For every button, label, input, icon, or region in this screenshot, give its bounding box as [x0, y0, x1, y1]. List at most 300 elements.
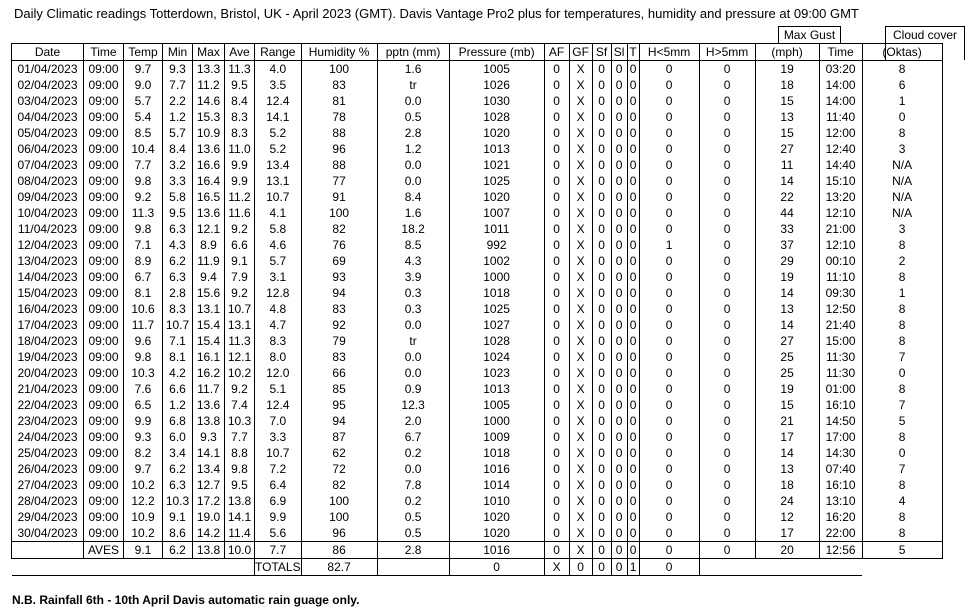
cell-range: 12.8 [255, 285, 302, 301]
cell-pressure: 1013 [449, 381, 544, 397]
cell-range: 12.0 [255, 365, 302, 381]
cell-time: 09:00 [84, 61, 124, 78]
cell-ave: 9.5 [225, 77, 255, 93]
cell-temp: 11.7 [124, 317, 163, 333]
cell-pressure: 1013 [449, 141, 544, 157]
table-row [12, 141, 943, 157]
cell-date: 30/04/2023 [12, 525, 84, 542]
cell-humidity: 62 [301, 445, 377, 461]
cell-gust-time: 12:50 [819, 301, 862, 317]
cell-sf: 0 [592, 413, 611, 429]
cell-sf: 0 [592, 542, 611, 559]
page-title: Daily Climatic readings Totterdown, Bristol, UK - April 2023 (GMT). Davis Vantage Pro2 plus for temperatures, humidity and pressure at 09:00 GMT [14, 6, 859, 21]
cell-cloud-cover: 4 [862, 493, 942, 509]
cell-max: 16.2 [193, 365, 225, 381]
cell-sl: 0 [611, 477, 627, 493]
cell-af: 0 [544, 445, 569, 461]
table-row [12, 493, 943, 509]
cell-gust-speed: 27 [755, 141, 819, 157]
cell-ave: 10.2 [225, 365, 255, 381]
table-row [12, 445, 943, 461]
table-row [12, 125, 943, 141]
cell-t: 0 [627, 429, 639, 445]
cell-hail-gt5: 0 [699, 125, 755, 141]
cell-temp: 7.6 [124, 381, 163, 397]
cell-ave: 11.3 [225, 61, 255, 78]
cell-ave: 14.1 [225, 509, 255, 525]
cell-pptn: 0.0 [377, 93, 449, 109]
cell-max: 17.2 [193, 493, 225, 509]
cell-cloud-cover: 7 [862, 349, 942, 365]
cell-sl: 0 [611, 141, 627, 157]
cell-humidity: 66 [301, 365, 377, 381]
col-header-gust-speed: (mph) [755, 44, 819, 61]
cell-hail-gt5: 0 [699, 253, 755, 269]
cell-gust-speed: 11 [755, 157, 819, 173]
cell-t: 0 [627, 285, 639, 301]
cell-max: 9.4 [193, 269, 225, 285]
cell-sf: 0 [592, 381, 611, 397]
cell-sl: 0 [611, 429, 627, 445]
cell-pptn: 0.0 [377, 461, 449, 477]
cell-sf: 0 [592, 397, 611, 413]
cell-hail-lt5: 0 [639, 477, 699, 493]
cell-t: 0 [627, 301, 639, 317]
cell-max: 13.4 [193, 461, 225, 477]
col-header-time: Time [84, 44, 124, 61]
cell-gf: X [569, 237, 592, 253]
cell-sl: 0 [611, 77, 627, 93]
cell-humidity: 87 [301, 429, 377, 445]
cell-time: 09:00 [84, 349, 124, 365]
cell-t: 0 [627, 525, 639, 542]
cell-pptn: 0.5 [377, 509, 449, 525]
cell-hail-lt5: 0 [639, 173, 699, 189]
cell-hail-lt5: 0 [639, 349, 699, 365]
cell-hail-gt5: 0 [699, 349, 755, 365]
cell-sl: 0 [611, 269, 627, 285]
cell-hail-lt5: 0 [639, 157, 699, 173]
cell-gf: X [569, 429, 592, 445]
totals-label: TOTALS [255, 560, 301, 574]
cell-date: 08/04/2023 [12, 173, 84, 189]
cell-af: 0 [544, 77, 569, 93]
cell-pressure: 1005 [449, 397, 544, 413]
cell-af: 0 [544, 509, 569, 525]
cell-gust-time: 01:00 [819, 381, 862, 397]
col-header-max: Max [193, 44, 225, 61]
cell-ave: 11.3 [225, 333, 255, 349]
cell-hail-gt5: 0 [699, 397, 755, 413]
cell-hail-gt5: 0 [699, 221, 755, 237]
cell-hail-gt5: 0 [699, 365, 755, 381]
cell-humidity: 100 [301, 509, 377, 525]
cell-sl: 0 [611, 285, 627, 301]
cell-sl: 0 [611, 525, 627, 542]
cell-range: 5.2 [255, 141, 302, 157]
cell-cloud-cover: 7 [862, 397, 942, 413]
cell-gust-time: 16:10 [819, 397, 862, 413]
cell-gust-time: 17:00 [819, 429, 862, 445]
cell-pptn: 0.0 [377, 173, 449, 189]
cell-date: 12/04/2023 [12, 237, 84, 253]
cell-pptn: 0.9 [377, 381, 449, 397]
cell-ave: 11.2 [225, 189, 255, 205]
cell-ave: 8.4 [225, 93, 255, 109]
cell-cloud-cover: 8 [862, 317, 942, 333]
cell-min: 6.0 [163, 429, 193, 445]
cell-ave: 9.2 [225, 221, 255, 237]
totals-af: 0 [449, 559, 544, 576]
cell-cloud-cover: 2 [862, 253, 942, 269]
cell-gf: X [569, 269, 592, 285]
cell-t: 0 [627, 542, 639, 559]
cell-hail-gt5: 0 [699, 61, 755, 78]
cell-ave: 13.8 [225, 493, 255, 509]
cell-date: 18/04/2023 [12, 333, 84, 349]
cell-pptn: 7.8 [377, 477, 449, 493]
cell-min: 2.8 [163, 285, 193, 301]
cell-hail-gt5: 0 [699, 301, 755, 317]
table-row [12, 109, 943, 125]
cell-cloud-cover: N/A [862, 189, 942, 205]
cell-max: 19.0 [193, 509, 225, 525]
cell-t: 0 [627, 317, 639, 333]
cell-time: 09:00 [84, 141, 124, 157]
cell-sf: 0 [592, 221, 611, 237]
cell-temp: 10.4 [124, 141, 163, 157]
cell-gust-time: 11:30 [819, 349, 862, 365]
cell-temp: 10.2 [124, 477, 163, 493]
cell-temp: 12.2 [124, 493, 163, 509]
cell-gust-time: 09:30 [819, 285, 862, 301]
cell-min: 6.3 [163, 221, 193, 237]
cell-range: 4.1 [255, 205, 302, 221]
cell-temp: 7.7 [124, 157, 163, 173]
cell-min: 10.3 [163, 493, 193, 509]
cell-gust-time: 14:30 [819, 445, 862, 461]
cell-cloud-cover: 1 [862, 93, 942, 109]
cell-range: 7.7 [255, 542, 302, 559]
cell-range: 6.9 [255, 493, 302, 509]
cell-min: 1.2 [163, 109, 193, 125]
cell-ave: 9.5 [225, 477, 255, 493]
cell-pressure: 1028 [449, 109, 544, 125]
cell-sl: 0 [611, 301, 627, 317]
cell-temp: 9.6 [124, 333, 163, 349]
cell-hail-gt5: 0 [699, 381, 755, 397]
cell-hail-lt5: 0 [639, 61, 699, 78]
cell-time: 09:00 [84, 477, 124, 493]
cell-min: 3.4 [163, 445, 193, 461]
cell-gf: X [569, 205, 592, 221]
cell-pressure: 1007 [449, 205, 544, 221]
cell-pptn: 18.2 [377, 221, 449, 237]
cell-date: 13/04/2023 [12, 253, 84, 269]
cell-hail-gt5: 0 [699, 109, 755, 125]
cell-pptn: 8.5 [377, 237, 449, 253]
cell-range: 4.7 [255, 317, 302, 333]
col-header-hail-gt5: H>5mm [699, 44, 755, 61]
cell-sf: 0 [592, 109, 611, 125]
cell-gf: X [569, 189, 592, 205]
cell-gust-speed: 25 [755, 349, 819, 365]
table-row [12, 157, 943, 173]
cell-humidity: 96 [301, 141, 377, 157]
cell-sl: 0 [611, 413, 627, 429]
cell-gust-speed: 27 [755, 333, 819, 349]
cell-hail-lt5: 1 [639, 237, 699, 253]
cell-temp: 10.6 [124, 301, 163, 317]
cell-max: 15.3 [193, 109, 225, 125]
cell-sl: 0 [611, 125, 627, 141]
cell-af: 0 [544, 413, 569, 429]
cell-max: 15.4 [193, 317, 225, 333]
cell-humidity: 83 [301, 301, 377, 317]
cell-gust-speed: 14 [755, 285, 819, 301]
cell-gust-speed: 17 [755, 525, 819, 542]
cell-time: AVES [84, 542, 124, 559]
cell-max: 10.9 [193, 125, 225, 141]
cell-hail-lt5: 0 [639, 77, 699, 93]
cell-range: 5.6 [255, 525, 302, 542]
cell-pressure: 1030 [449, 93, 544, 109]
cell-pressure: 1021 [449, 157, 544, 173]
cell-ave: 6.6 [225, 237, 255, 253]
cell-gf: X [569, 349, 592, 365]
cell-sf: 0 [592, 525, 611, 542]
table-row [12, 189, 943, 205]
cell-pptn: 12.3 [377, 397, 449, 413]
cell-cloud-cover: 0 [862, 445, 942, 461]
cell-hail-gt5: 0 [699, 93, 755, 109]
cell-humidity: 92 [301, 317, 377, 333]
cell-date: 01/04/2023 [12, 61, 84, 78]
cell-pptn: 3.9 [377, 269, 449, 285]
cell-min: 6.2 [163, 253, 193, 269]
cell-sf: 0 [592, 205, 611, 221]
col-header-temp: Temp [124, 44, 163, 61]
cell-gust-speed: 13 [755, 301, 819, 317]
cell-date: 19/04/2023 [12, 349, 84, 365]
cell-af: 0 [544, 285, 569, 301]
cell-gust-speed: 14 [755, 173, 819, 189]
cell-hail-gt5: 0 [699, 413, 755, 429]
cell-range: 3.5 [255, 77, 302, 93]
cell-gf: X [569, 413, 592, 429]
cell-t: 0 [627, 77, 639, 93]
cell-max: 11.2 [193, 77, 225, 93]
cell-temp: 9.7 [124, 461, 163, 477]
cell-ave: 8.3 [225, 109, 255, 125]
cell-cloud-cover: 8 [862, 237, 942, 253]
col-header-hail-lt5: H<5mm [639, 44, 699, 61]
cell-time: 09:00 [84, 413, 124, 429]
cell-date: 06/04/2023 [12, 141, 84, 157]
cell-humidity: 79 [301, 333, 377, 349]
cell-max: 14.1 [193, 445, 225, 461]
cell-gust-time: 14:00 [819, 93, 862, 109]
totals-hail-gt5: 0 [639, 559, 699, 576]
cell-af: 0 [544, 461, 569, 477]
cell-range: 12.4 [255, 397, 302, 413]
cell-gust-time: 11:10 [819, 269, 862, 285]
cell-cloud-cover: N/A [862, 157, 942, 173]
cell-t: 0 [627, 205, 639, 221]
cell-t: 0 [627, 509, 639, 525]
cell-min: 8.3 [163, 301, 193, 317]
cell-time: 09:00 [84, 93, 124, 109]
cell-t: 0 [627, 381, 639, 397]
cell-temp: 5.4 [124, 109, 163, 125]
cell-gust-time: 14:00 [819, 77, 862, 93]
cell-min: 7.7 [163, 77, 193, 93]
cell-gust-speed: 13 [755, 109, 819, 125]
col-header-cloud-cover: (Oktas) [862, 44, 942, 61]
cell-gust-speed: 15 [755, 125, 819, 141]
cell-af: 0 [544, 93, 569, 109]
cell-pptn: tr [377, 77, 449, 93]
cell-humidity: 94 [301, 413, 377, 429]
cell-date [12, 542, 84, 559]
table-row [12, 253, 943, 269]
cell-cloud-cover: 8 [862, 269, 942, 285]
cell-af: 0 [544, 317, 569, 333]
totals-t: 0 [611, 559, 627, 576]
col-header-sl: Sl [611, 44, 627, 61]
cell-temp: 10.3 [124, 365, 163, 381]
cell-af: 0 [544, 205, 569, 221]
cell-date: 26/04/2023 [12, 461, 84, 477]
cell-t: 0 [627, 173, 639, 189]
cell-ave: 10.0 [225, 542, 255, 559]
climate-table [11, 43, 943, 576]
cell-hail-gt5: 0 [699, 333, 755, 349]
cell-hail-lt5: 0 [639, 205, 699, 221]
cell-min: 1.2 [163, 397, 193, 413]
cell-t: 0 [627, 333, 639, 349]
cell-hail-gt5: 0 [699, 429, 755, 445]
cell-ave: 8.8 [225, 445, 255, 461]
cell-t: 0 [627, 221, 639, 237]
cell-temp: 8.5 [124, 125, 163, 141]
cell-range: 8.0 [255, 349, 302, 365]
cell-date: 21/04/2023 [12, 381, 84, 397]
cell-date: 14/04/2023 [12, 269, 84, 285]
cell-sf: 0 [592, 429, 611, 445]
cell-hail-lt5: 0 [639, 429, 699, 445]
cell-temp: 9.3 [124, 429, 163, 445]
cell-range: 13.4 [255, 157, 302, 173]
cell-gf: X [569, 109, 592, 125]
cell-hail-gt5: 0 [699, 205, 755, 221]
totals-pptn: 82.7 [301, 559, 377, 576]
cell-range: 3.1 [255, 269, 302, 285]
cell-hail-lt5: 0 [639, 333, 699, 349]
cell-pptn: 6.7 [377, 429, 449, 445]
cell-range: 9.9 [255, 509, 302, 525]
cell-min: 8.1 [163, 349, 193, 365]
cell-gust-speed: 33 [755, 221, 819, 237]
cell-date: 16/04/2023 [12, 301, 84, 317]
cell-gust-time: 13:20 [819, 189, 862, 205]
cell-cloud-cover: 5 [862, 413, 942, 429]
cell-min: 5.8 [163, 189, 193, 205]
table-row [12, 77, 943, 93]
cell-temp: 9.8 [124, 173, 163, 189]
cell-pressure: 1023 [449, 365, 544, 381]
table-row [12, 173, 943, 189]
cell-gf: X [569, 253, 592, 269]
table-row [12, 61, 943, 78]
cell-hail-lt5: 0 [639, 397, 699, 413]
cell-gf: X [569, 61, 592, 78]
cell-t: 0 [627, 93, 639, 109]
cell-sf: 0 [592, 269, 611, 285]
table-row [12, 221, 943, 237]
cell-t: 0 [627, 157, 639, 173]
cell-humidity: 83 [301, 349, 377, 365]
col-header-pressure: Pressure (mb) [449, 44, 544, 61]
cell-max: 12.1 [193, 221, 225, 237]
cell-time: 09:00 [84, 397, 124, 413]
cell-cloud-cover: 1 [862, 285, 942, 301]
cell-ave: 9.2 [225, 285, 255, 301]
cell-gf: X [569, 493, 592, 509]
cell-pressure: 1000 [449, 413, 544, 429]
cell-temp: 9.9 [124, 413, 163, 429]
cell-pressure: 1027 [449, 317, 544, 333]
totals-sl: 0 [592, 559, 611, 576]
cell-sl: 0 [611, 253, 627, 269]
cell-max: 14.2 [193, 525, 225, 542]
cell-pressure: 1014 [449, 477, 544, 493]
cell-hail-lt5: 0 [639, 269, 699, 285]
cell-time: 09:00 [84, 381, 124, 397]
cell-humidity: 72 [301, 461, 377, 477]
cell-min: 4.2 [163, 365, 193, 381]
table-row [12, 237, 943, 253]
cell-min: 10.7 [163, 317, 193, 333]
cell-gust-time: 14:50 [819, 413, 862, 429]
cell-pressure: 1028 [449, 333, 544, 349]
cell-max: 11.9 [193, 253, 225, 269]
col-header-pptn: pptn (mm) [377, 44, 449, 61]
cell-sf: 0 [592, 317, 611, 333]
cell-range: 4.6 [255, 237, 302, 253]
cell-range: 13.1 [255, 173, 302, 189]
cell-pressure: 1016 [449, 542, 544, 559]
cell-ave: 9.2 [225, 381, 255, 397]
cell-sl: 0 [611, 542, 627, 559]
cell-pressure: 1009 [449, 429, 544, 445]
cell-gust-time: 21:00 [819, 221, 862, 237]
cell-gust-time: 22:00 [819, 525, 862, 542]
cell-t: 0 [627, 349, 639, 365]
cell-hail-lt5: 0 [639, 125, 699, 141]
cell-humidity: 88 [301, 125, 377, 141]
cell-hail-lt5: 0 [639, 317, 699, 333]
cell-date: 28/04/2023 [12, 493, 84, 509]
cell-max: 16.4 [193, 173, 225, 189]
cell-range: 5.8 [255, 221, 302, 237]
cell-hail-gt5: 0 [699, 173, 755, 189]
cell-time: 09:00 [84, 285, 124, 301]
cell-hail-lt5: 0 [639, 253, 699, 269]
cell-range: 4.8 [255, 301, 302, 317]
cell-time: 09:00 [84, 525, 124, 542]
cell-ave: 11.0 [225, 141, 255, 157]
